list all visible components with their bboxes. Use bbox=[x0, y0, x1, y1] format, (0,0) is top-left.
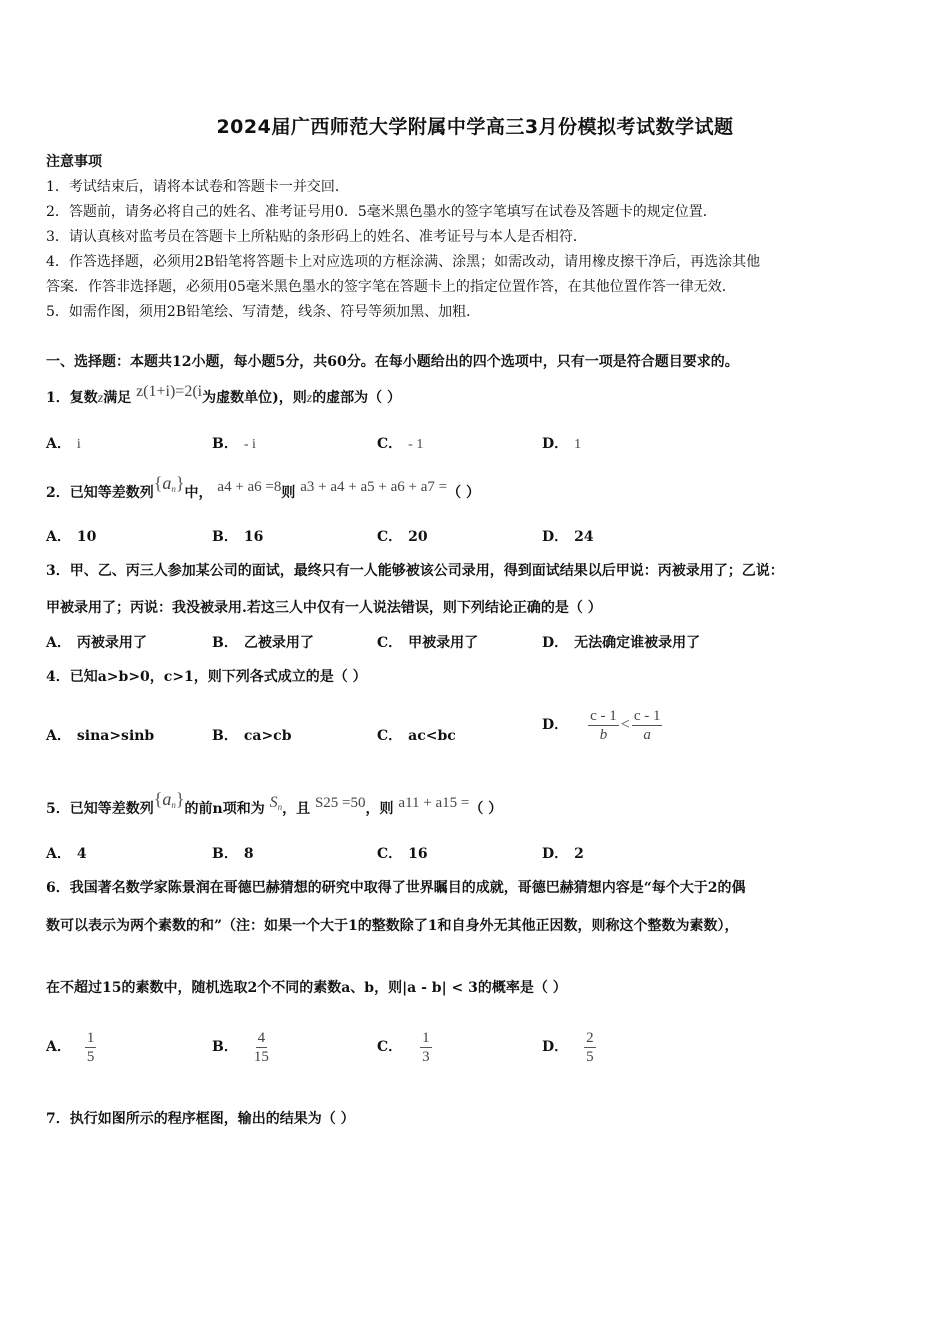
q1-option-b[interactable]: B． - i bbox=[212, 436, 256, 452]
q5-option-b[interactable]: B． 8 bbox=[212, 846, 254, 862]
section-heading: 一、选择题：本题共12小题，每小题5分，共60分。在每小题给出的四个选项中，只有一项是符合题目要求的。 bbox=[46, 354, 739, 370]
q2-pre: 2．已知等差数列 bbox=[46, 485, 154, 501]
q6-option-a[interactable]: A． $\frac{1}{5}$ bbox=[46, 1029, 95, 1065]
question-1-stem bbox=[46, 383, 402, 409]
q5-sep2: ，则 bbox=[365, 801, 394, 817]
notice-item: 1．考试结束后，请将本试卷和答题卡一并交回． bbox=[46, 179, 349, 195]
q5-mid: 的前n项和为 bbox=[184, 801, 265, 817]
q4-option-b[interactable]: B． ca>cb bbox=[212, 728, 292, 744]
q1-pre: 1．复数 bbox=[46, 390, 98, 406]
q5-pre: 5．已知等差数列 bbox=[46, 801, 154, 817]
question-6-line2: 数可以表示为两个素数的和”（注：如果一个大于1的整数除了1和自身外无其他正因数，则称这个整数为素数）， bbox=[46, 918, 739, 934]
q4-d-relation: < bbox=[620, 716, 630, 733]
q4-option-a[interactable]: A． sina>sinb bbox=[46, 728, 155, 744]
q3-option-c[interactable]: C． 甲被录用了 bbox=[377, 635, 479, 651]
notice-item: 答案．作答非选择题，必须用05毫米黑色墨水的签字笔在答题卡上的指定位置作答，在其他位置作答一律无效． bbox=[46, 279, 736, 295]
q1-end: 的虚部为（ ） bbox=[312, 390, 402, 406]
q5-option-c[interactable]: C． 16 bbox=[377, 846, 428, 862]
q5-sn: $S_n$ bbox=[269, 794, 283, 812]
q1-post: 为虚数单位)，则 bbox=[202, 390, 307, 406]
q1-option-c[interactable]: C． - 1 bbox=[377, 436, 424, 452]
q2-option-a[interactable]: A． 10 bbox=[46, 529, 97, 545]
q1-z: z bbox=[97, 391, 104, 406]
q2-mid: 中， bbox=[184, 485, 213, 501]
page-title: 2024届广西师范大学附属中学高三3月份模拟考试数学试题 bbox=[216, 116, 734, 138]
question-4-stem: 4．已知a>b>0，c>1，则下列各式成立的是（ ） bbox=[46, 669, 367, 685]
q6-option-b[interactable]: B． $\frac{4}{15}$ bbox=[212, 1029, 269, 1065]
notice-heading: 注意事项 bbox=[46, 154, 102, 170]
q5-expression: a11 + a15 = bbox=[398, 795, 470, 811]
q4-option-c[interactable]: C． ac<bc bbox=[377, 728, 456, 744]
q2-end: （ ） bbox=[447, 485, 480, 501]
q1-option-a[interactable]: A． i bbox=[46, 436, 81, 452]
q5-option-d[interactable]: D． 2 bbox=[542, 846, 584, 862]
q5-option-a[interactable]: A． 4 bbox=[46, 846, 87, 862]
question-5-stem bbox=[46, 789, 503, 823]
q4-d-fraction-right: $\frac{c - 1}{a}$ bbox=[633, 707, 661, 743]
q6-option-d[interactable]: D． $\frac{2}{5}$ bbox=[542, 1029, 594, 1065]
q2-condition: a4 + a6 =8 bbox=[217, 479, 282, 495]
q1-equation: z(1+i)=2(i bbox=[136, 383, 203, 400]
q6-option-c[interactable]: C． $\frac{1}{3}$ bbox=[377, 1029, 430, 1065]
q2-post: 则 bbox=[281, 485, 296, 501]
q2-option-c[interactable]: C． 20 bbox=[377, 529, 428, 545]
q5-sequence: $\{a_n\}$ bbox=[153, 789, 185, 810]
q5-end: （ ） bbox=[469, 801, 503, 817]
q2-sequence: $\{a_n\}$ bbox=[153, 473, 185, 494]
q2-option-b[interactable]: B． 16 bbox=[212, 529, 264, 545]
notice-item: 4．作答选择题，必须用2B铅笔将答题卡上对应选项的方框涂满、涂黑；如需改动，请用橡皮擦干净后，再选涂其他 bbox=[46, 254, 761, 270]
question-6-line1: 6．我国著名数学家陈景润在哥德巴赫猜想的研究中取得了世界瞩目的成就，哥德巴赫猜想内容是“每个大于2的偶 bbox=[46, 880, 746, 896]
question-2-stem bbox=[46, 473, 480, 507]
q1-option-d[interactable]: D． 1 bbox=[542, 436, 582, 452]
q1-mid: 满足 bbox=[103, 390, 132, 406]
question-3-line2: 甲被录用了；丙说：我没被录用.若这三人中仅有一人说法错误，则下列结论正确的是（ ） bbox=[46, 600, 602, 616]
notice-item: 3．请认真核对监考员在答题卡上所粘贴的条形码上的姓名、准考证号与本人是否相符． bbox=[46, 229, 587, 245]
q1-z2: z bbox=[306, 391, 313, 406]
q4-option-d[interactable]: D． $\frac{c - 1}{b}$ < $\frac{c - 1}{a}$ bbox=[542, 707, 661, 743]
notice-item: 2．答题前，请务必将自己的姓名、准考证号用0．5毫米黑色墨水的签字笔填写在试卷及答题卡的规定位置． bbox=[46, 204, 717, 220]
q3-option-d[interactable]: D． 无法确定谁被录用了 bbox=[542, 635, 701, 651]
q3-option-a[interactable]: A． 丙被录用了 bbox=[46, 635, 147, 651]
question-6-line3: 在不超过15的素数中，随机选取2个不同的素数a、b，则|a - b| < 3的概率是（ ） bbox=[46, 980, 567, 996]
question-3-line1: 3．甲、乙、丙三人参加某公司的面试，最终只有一人能够被该公司录用，得到面试结果以后甲说：丙被录用了；乙说： bbox=[46, 563, 784, 579]
q2-expression: a3 + a4 + a5 + a6 + a7 = bbox=[300, 479, 448, 495]
q5-condition: S25 =50 bbox=[314, 795, 366, 811]
q3-option-b[interactable]: B． 乙被录用了 bbox=[212, 635, 314, 651]
q5-sep: ，且 bbox=[282, 801, 311, 817]
notice-item: 5．如需作图，须用2B铅笔绘、写清楚，线条、符号等须加黑、加粗． bbox=[46, 304, 481, 320]
q4-d-fraction-left: $\frac{c - 1}{b}$ bbox=[590, 707, 617, 743]
question-7-stem: 7．执行如图所示的程序框图，输出的结果为（ ） bbox=[46, 1111, 355, 1127]
q2-option-d[interactable]: D． 24 bbox=[542, 529, 594, 545]
